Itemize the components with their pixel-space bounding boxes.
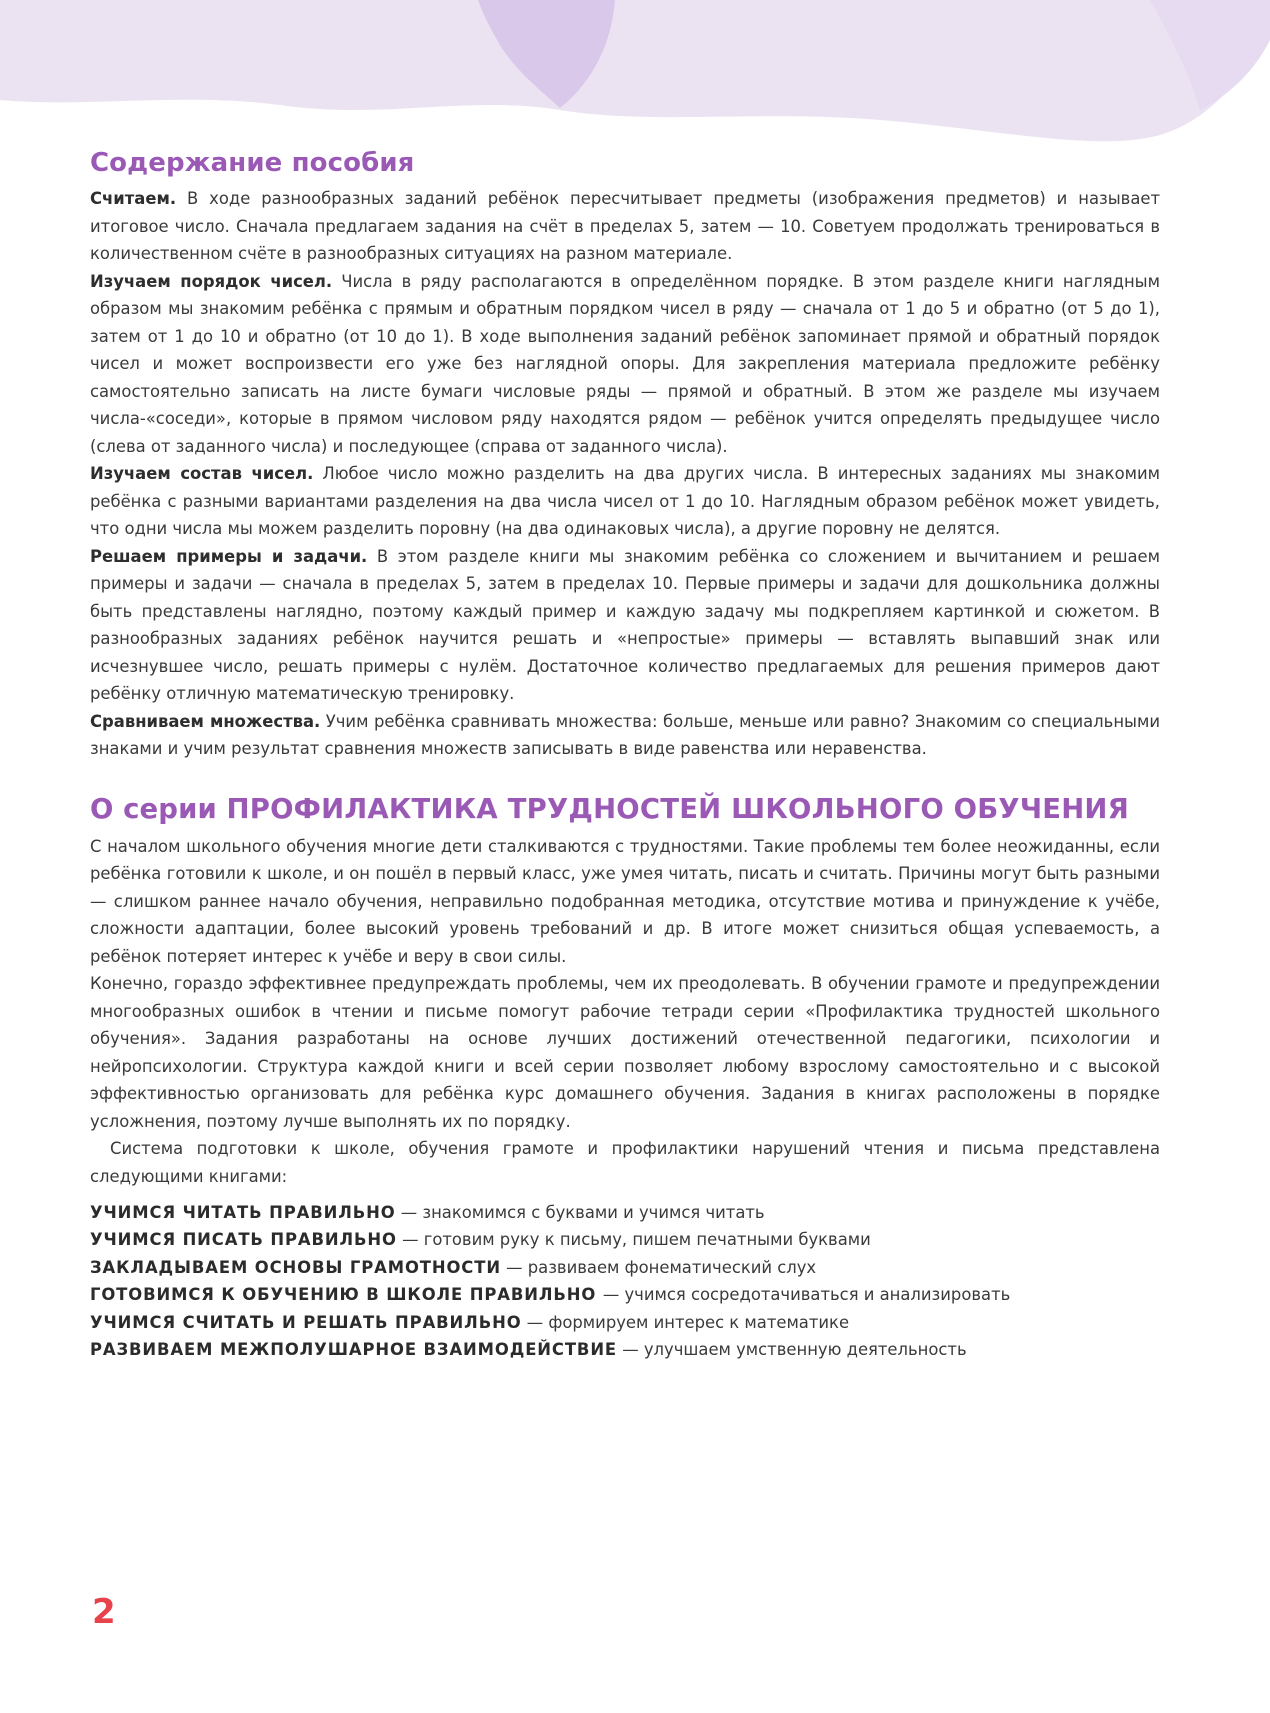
- book-title: УЧИМСЯ СЧИТАТЬ И РЕШАТЬ ПРАВИЛЬНО: [90, 1312, 522, 1332]
- section-title: Сравниваем множества.: [90, 711, 321, 731]
- series-heading-prefix: О серии: [90, 792, 227, 825]
- section-number-order: [90, 268, 1160, 461]
- book-title: РАЗВИВАЕМ МЕЖПОЛУШАРНОЕ ВЗАИМОДЕЙСТВИЕ: [90, 1340, 618, 1360]
- list-item: [90, 1281, 1160, 1308]
- section-number-composition: [90, 460, 1160, 543]
- list-item: [90, 1254, 1160, 1281]
- section-title: Решаем примеры и задачи.: [90, 546, 368, 566]
- book-title: ЗАКЛАДЫВАЕМ ОСНОВЫ ГРАМОТНОСТИ: [90, 1257, 501, 1277]
- section-title: Считаем.: [90, 189, 177, 208]
- series-paragraph: С началом школьного обучения многие дети сталкиваются с трудностями. Такие проблемы тем более неожиданны, если ребёнка готовили к школе, и он пошёл в первый класс, уже умея читать, писать и считать. Причины могут быть разными — слишком раннее начало обучения, неправильно подобранная методика, отсутствие мотива и принуждение к учёбе, сложности адаптации, более высокий уровень требований и др. В итоге может снизиться общая успеваемость, а ребёнок потеряет интерес к учёбе и веру в свои силы.: [90, 836, 1160, 966]
- section-text: Любое число можно разделить на два других числа. В интересных заданиях мы знакомим ребёнка с разными вариантами разделения на два числа чисел от 1 до 10. Наглядным образом ребёнок может увидеть, что одни числа мы можем разделить поровну (на два одинаковых числа), а другие поровну не делятся.: [90, 464, 1160, 538]
- section-title: Изучаем состав чисел.: [90, 464, 314, 483]
- page-number: 2: [92, 1592, 116, 1632]
- list-item: [90, 1309, 1160, 1336]
- series-paragraph: Система подготовки к школе, обучения грамоте и профилактики нарушений чтения и письма представлена следующими книгами:: [90, 1139, 1160, 1186]
- section-title: Изучаем порядок чисел.: [90, 271, 333, 291]
- book-title: УЧИМСЯ ЧИТАТЬ ПРАВИЛЬНО: [90, 1203, 396, 1222]
- list-item: [90, 1199, 1160, 1226]
- section-text: В ходе разнообразных заданий ребёнок пересчитывает предметы (изображения предметов) и называет итоговое число. Сначала предлагаем задания на счёт в пределах 5, затем — 10. Советуем продолжать тренироваться в количественном счёте в разнообразных ситуациях на разном материале.: [90, 189, 1160, 263]
- section-examples-problems: [90, 543, 1160, 708]
- book-description: — улучшаем умственную деятельность: [617, 1340, 967, 1360]
- book-description: — готовим руку к письму, пишем печатными буквами: [396, 1230, 871, 1250]
- section-text: Учим ребёнка сравнивать множества: больше, меньше или равно? Знакомим со специальными знаками и учим результат сравнения множеств записывать в виде равенства или неравенства.: [90, 711, 1160, 758]
- blob-light: [0, 0, 1270, 141]
- page-content: [90, 146, 1160, 1363]
- section-text: В этом разделе книги мы знакомим ребёнка со сложением и вычитанием и решаем примеры и задачи — сначала в пределах 5, затем в пределах 10. Первые примеры и задачи для дошкольника должны быть представлены наглядно, поэтому каждый пример и каждую задачу мы подкрепляем картинкой и сюжетом. В разнообразных заданиях ребёнок научится решать и «непростые» примеры — вставлять выпавший знак или исчезнувшее число, решать примеры с нулём. Достаточное количество предлагаемых для решения примеров дают ребёнку отличную математическую тренировку.: [90, 546, 1161, 703]
- book-description: — учимся сосредотачиваться и анализировать: [602, 1285, 1011, 1305]
- series-heading: [90, 791, 1160, 827]
- contents-heading: Содержание пособия: [90, 148, 415, 178]
- list-item: [90, 1336, 1160, 1363]
- book-description: — знакомимся с буквами и учимся читать: [395, 1203, 765, 1222]
- list-item: [90, 1226, 1160, 1253]
- series-heading-name: ПРОФИЛАКТИКА ТРУДНОСТЕЙ ШКОЛЬНОГО ОБУЧЕНИЯ: [226, 792, 1130, 825]
- book-description: — формируем интерес к математике: [521, 1312, 850, 1332]
- section-counting: [90, 185, 1160, 268]
- section-compare-sets: [90, 708, 1160, 763]
- decorative-header-blob: [0, 0, 1270, 160]
- book-list: [90, 1199, 1160, 1363]
- book-description: — развиваем фонематический слух: [500, 1257, 817, 1277]
- book-title: УЧИМСЯ ПИСАТЬ ПРАВИЛЬНО: [90, 1230, 397, 1250]
- series-paragraph: Конечно, гораздо эффективнее предупреждать проблемы, чем их преодолевать. В обучении грамоте и предупреждении многообразных ошибок в чтении и письме помогут рабочие тетради серии «Профилактика трудностей школьного обучения». Задания разработаны на основе лучших достижений отечественной педагогики, психологии и нейропсихологии. Структура каждой книги и всей серии позволяет любому взрослому самостоятельно и с высокой эффективностью организовать для ребёнка курс домашнего обучения. Задания в книгах расположены в порядке усложнения, поэтому лучше выполнять их по порядку.: [90, 974, 1160, 1131]
- section-text: Числа в ряду располагаются в определённом порядке. В этом разделе книги наглядным образом мы знакомим ребёнка с прямым и обратным порядком чисел в ряду — сначала от 1 до 5 и обратно (от 5 до 1), затем от 1 до 10 и обратно (от 10 до 1). В ходе выполнения заданий ребёнок запоминает прямой и обратный порядок чисел и может воспроизвести его уже без наглядной опоры. Для закрепления материала предложите ребёнку самостоятельно записать на листе бумаги числовые ряды — прямой и обратный. В этом же разделе мы изучаем числа-«соседи», которые в прямом числовом ряду находятся рядом — ребёнок учится определять предыдущее число (слева от заданного числа) и последующее (справа от заданного числа).: [90, 271, 1160, 456]
- book-title: ГОТОВИМСЯ К ОБУЧЕНИЮ В ШКОЛЕ ПРАВИЛЬНО: [90, 1285, 603, 1305]
